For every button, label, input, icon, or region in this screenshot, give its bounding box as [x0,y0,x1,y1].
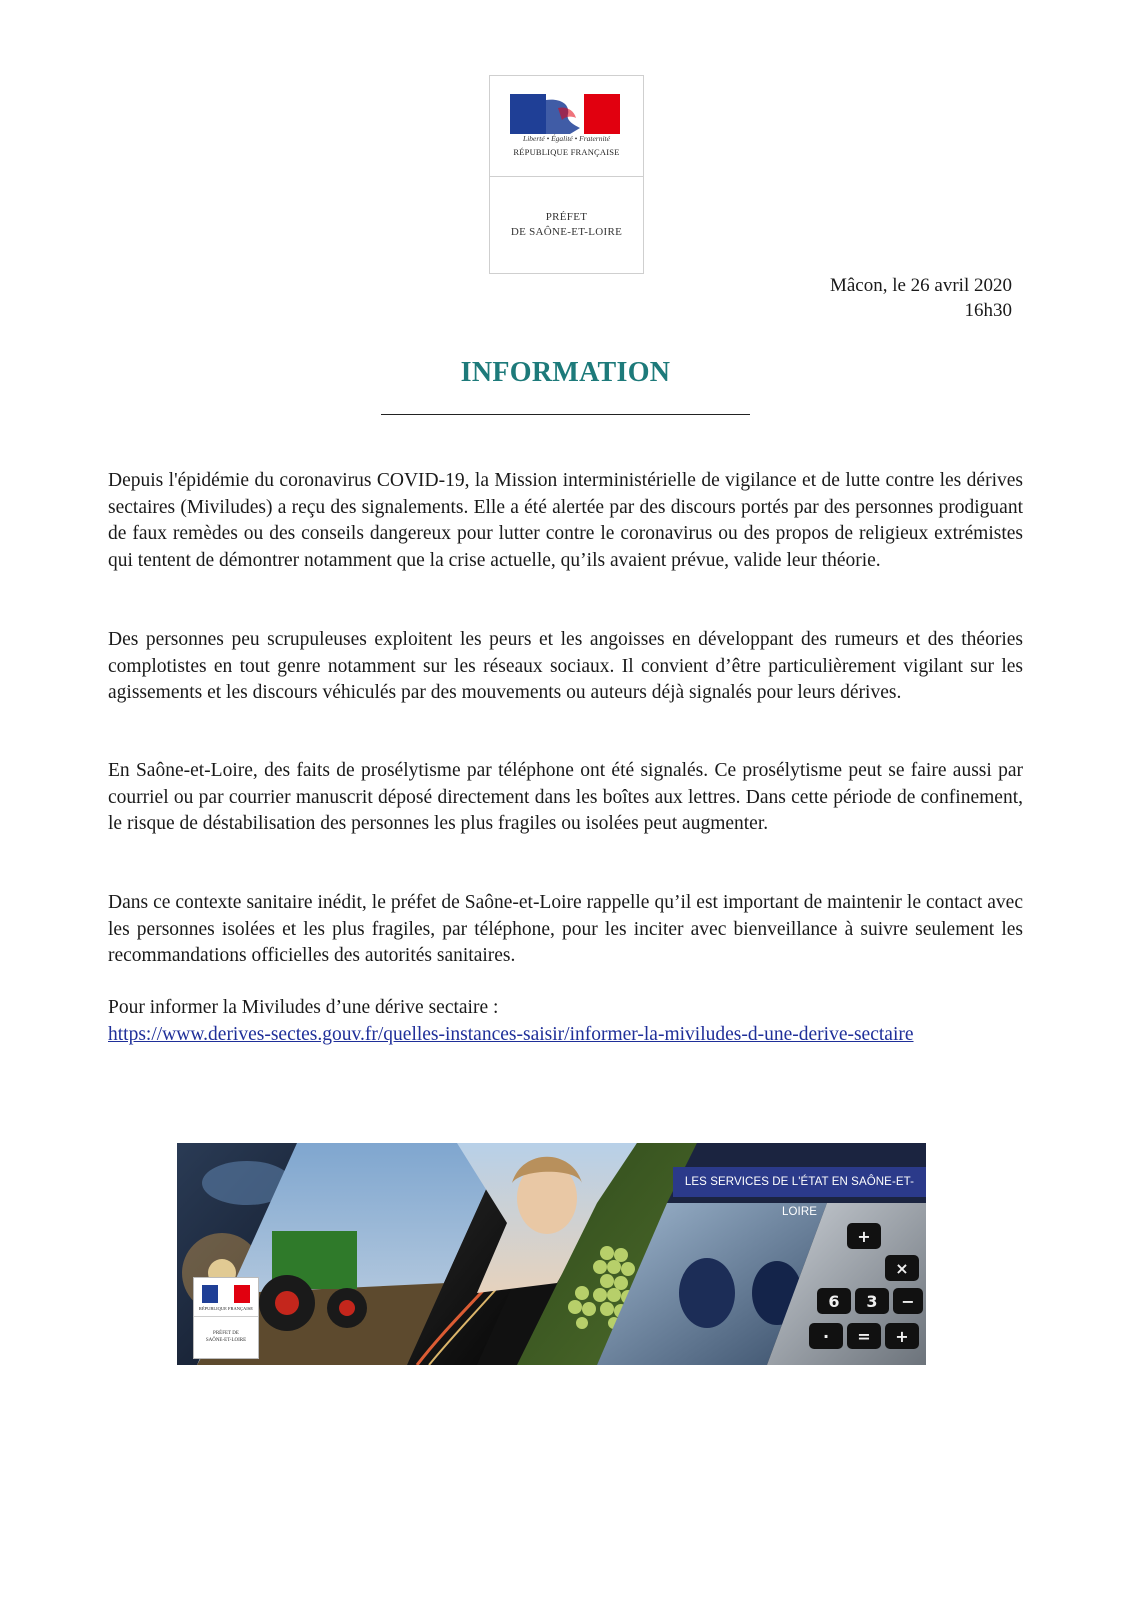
logo-motto: Liberté • Égalité • Fraternité [523,134,610,143]
logo-prefet-line2: DE SAÔNE-ET-LOIRE [510,226,623,238]
services-etat-banner [177,1143,926,1365]
svg-text:×: × [895,1259,909,1278]
logo-marianne-section [490,76,643,177]
marianne-flag-icon [510,94,620,134]
paragraph-4: Dans ce contexte sanitaire inédit, le préfet de Saône-et-Loire rappelle qu’il est important de maintenir le contact avec les personnes isolées et les plus fragiles, par téléphone, pour les inciter avec bienveillance à suivre seulement les recommandations officielles des autorités sanitaires. [108,892,1023,966]
mini-logo-prefet-line2: SAÔNE-ET-LOIRE [205,1338,247,1343]
svg-text:3: 3 [866,1292,878,1311]
contact-paragraph [108,995,1023,1048]
mini-logo-prefet-line1: PRÉFET DE [213,1331,239,1336]
svg-text:+: + [895,1327,909,1346]
title-divider [381,414,750,415]
paragraph-3: En Saône-et-Loire, des faits de prosélytisme par téléphone ont été signalés. Ce prosélytisme peut se faire aussi par courriel ou par courrier manuscrit déposé directement dans les boîtes aux lettres. Dans cette période de confinement, le risque de déstabilisation des personnes les plus fragiles ou isolées peut augmenter. [108,760,1023,834]
republique-francaise-logo [489,75,644,274]
dateline [830,273,1012,323]
svg-text:=: = [857,1327,871,1346]
banner-mini-logo [193,1277,259,1359]
paragraph-1: Depuis l'épidémie du coronavirus COVID-19, la Mission interministérielle de vigilance et de lutte contre les dérives sectaires (Miviludes) a reçu des signalements. Elle a été alertée par des discours portés par des personnes prodiguant de faux remèdes ou des conseils dangereux pour lutter contre le coronavirus ou des propos de religieux extrémistes qui tentent de démontrer notamment que la crise actuelle, qu’ils avaient prévue, valide leur théorie. [108,470,1023,571]
banner-caption: LES SERVICES DE L'ÉTAT EN SAÔNE-ET-LOIRE [673,1167,926,1197]
mini-logo-republique: RÉPUBLIQUE FRANÇAISE [198,1306,254,1311]
svg-text:6: 6 [828,1292,840,1311]
mini-logo-divider [194,1316,258,1317]
logo-prefet-line1: PRÉFET [545,211,588,223]
mini-marianne-flag-icon [202,1285,250,1303]
logo-republique-francaise: RÉPUBLIQUE FRANÇAISE [513,147,620,157]
contact-intro: Pour informer la Miviludes d’une dérive sectaire : [108,997,499,1018]
logo-prefet-label [490,210,643,240]
time: 16h30 [964,300,1012,321]
miviludes-link[interactable]: https://www.derives-sectes.gouv.fr/quelles-instances-saisir/informer-la-miviludes-d-une-derive-sectaire [108,1023,914,1045]
paragraph-2: Des personnes peu scrupuleuses exploitent les peurs et les angoisses en développant des rumeurs et des théories complotistes en tout genre notamment sur les réseaux sociaux. Il convient d’être particulièrement vigilant sur les agissements et les discours véhiculés par des mouvements ou auteurs déjà signalés pour leurs dérives. [108,629,1023,703]
mini-logo-prefet [194,1330,258,1344]
svg-text:+: + [857,1227,871,1246]
svg-text:−: − [901,1292,915,1311]
svg-text:·: · [822,1327,830,1346]
date-place: Mâcon, le 26 avril 2020 [829,275,1012,296]
page-title: INFORMATION [460,357,671,388]
